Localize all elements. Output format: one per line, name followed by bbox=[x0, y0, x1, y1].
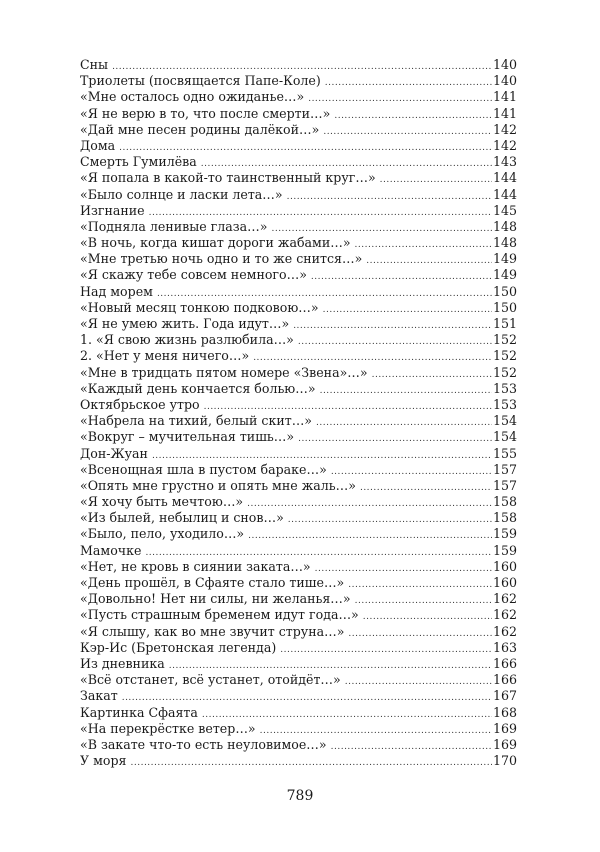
toc-entry-page: 141 bbox=[492, 89, 517, 105]
toc-entry-page: 150 bbox=[492, 299, 517, 315]
toc-entry bbox=[80, 462, 517, 478]
toc-entry-page: 153 bbox=[492, 380, 517, 396]
toc-leader-dots bbox=[355, 237, 492, 253]
toc-entry-title: «Из былей, небылиц и снов…» bbox=[80, 510, 284, 526]
toc-entry bbox=[80, 154, 517, 170]
toc-entry-title: У моря bbox=[80, 753, 127, 769]
toc-entry-page: 169 bbox=[492, 720, 517, 736]
toc-entry bbox=[80, 235, 517, 251]
toc-entry-page: 152 bbox=[492, 332, 517, 348]
toc-entry-page: 159 bbox=[492, 542, 517, 558]
toc-entry-page: 150 bbox=[492, 283, 517, 299]
toc-entry-title: Из дневника bbox=[80, 655, 165, 671]
toc-entry-title: «Я не умею жить. Года идут…» bbox=[80, 316, 290, 331]
toc-entry-page: 163 bbox=[492, 639, 517, 655]
toc-entry-page: 149 bbox=[492, 251, 517, 267]
toc-entry-title: «Каждый день кончается болью…» bbox=[80, 380, 316, 396]
toc-entry-page: 151 bbox=[492, 316, 517, 331]
toc-entry bbox=[80, 219, 517, 235]
toc-leader-dots bbox=[323, 124, 492, 140]
toc-entry-title: «Довольно! Нет ни силы, ни желанья…» bbox=[80, 591, 351, 607]
toc-leader-dots bbox=[380, 172, 492, 188]
toc-leader-dots bbox=[298, 334, 492, 350]
toc-entry-page: 140 bbox=[492, 73, 517, 89]
toc-entry-title: Смерть Гумилёва bbox=[80, 154, 197, 170]
toc-entry bbox=[80, 753, 517, 769]
toc-entry-title: 1. «Я свою жизнь разлюбила…» bbox=[80, 332, 294, 348]
toc-entry-title: «Я хочу быть мечтою…» bbox=[80, 494, 244, 510]
toc-leader-dots bbox=[366, 253, 492, 269]
toc-entry-title: Октябрьское утро bbox=[80, 396, 200, 412]
toc-entry bbox=[80, 284, 517, 300]
toc-entry-title: «Было солнце и ласки лета…» bbox=[80, 186, 283, 202]
toc-leader-dots bbox=[287, 189, 492, 205]
toc-entry-title: «Мне третью ночь одно и то же снится…» bbox=[80, 251, 363, 267]
toc-entry-page: 149 bbox=[492, 267, 517, 283]
toc-entry-page: 169 bbox=[492, 736, 517, 752]
toc-entry bbox=[80, 494, 517, 510]
toc-entry bbox=[80, 170, 517, 186]
toc-entry-title: Изгнание bbox=[80, 202, 145, 218]
toc-entry bbox=[80, 478, 517, 494]
toc-entry bbox=[80, 526, 517, 542]
toc-entry-page: 143 bbox=[492, 154, 517, 170]
toc-entry-title: «Я слышу, как во мне звучит струна…» bbox=[80, 623, 345, 639]
toc-entry-page: 162 bbox=[492, 623, 517, 639]
toc-entry bbox=[80, 640, 517, 656]
toc-entry bbox=[80, 122, 517, 138]
toc-entry-page: 167 bbox=[492, 688, 517, 704]
toc-leader-dots bbox=[355, 593, 492, 609]
toc-entry-page: 159 bbox=[492, 526, 517, 542]
table-of-contents bbox=[80, 57, 517, 769]
toc-entry-title: «Всё отстанет, всё устанет, отойдёт…» bbox=[80, 672, 341, 688]
toc-entry bbox=[80, 316, 517, 332]
toc-leader-dots bbox=[345, 674, 492, 690]
toc-entry-page: 160 bbox=[492, 575, 517, 590]
toc-entry bbox=[80, 737, 517, 753]
toc-entry-page: 144 bbox=[492, 186, 517, 202]
toc-entry-page: 142 bbox=[492, 137, 517, 153]
toc-entry-page: 152 bbox=[492, 348, 517, 364]
toc-entry-title: Закат bbox=[80, 688, 118, 704]
toc-entry-page: 152 bbox=[492, 364, 517, 380]
toc-entry bbox=[80, 705, 517, 721]
toc-leader-dots bbox=[293, 318, 492, 334]
toc-leader-dots bbox=[131, 755, 492, 771]
toc-entry-title: «Новый месяц тонкою подковою…» bbox=[80, 299, 319, 315]
toc-entry-page: 154 bbox=[492, 429, 517, 445]
toc-entry-page: 158 bbox=[492, 510, 517, 526]
toc-entry-page: 166 bbox=[492, 672, 517, 688]
toc-entry-title: «Я не верю в то, что после смерти…» bbox=[80, 105, 331, 121]
toc-entry bbox=[80, 413, 517, 429]
toc-entry-title: «Мне осталось одно ожиданье…» bbox=[80, 89, 305, 105]
toc-leader-dots bbox=[363, 609, 492, 625]
toc-entry bbox=[80, 300, 517, 316]
toc-leader-dots bbox=[360, 480, 492, 496]
toc-entry bbox=[80, 138, 517, 154]
toc-entry-title: Картинка Сфаята bbox=[80, 704, 198, 720]
toc-entry-title: Триолеты (посвящается Папе-Коле) bbox=[80, 73, 321, 89]
toc-entry bbox=[80, 106, 517, 122]
toc-entry-title: Над морем bbox=[80, 283, 153, 299]
toc-entry bbox=[80, 348, 517, 364]
toc-leader-dots bbox=[334, 108, 492, 124]
toc-entry-page: 162 bbox=[492, 591, 517, 607]
toc-entry-title: «Вокруг – мучительная тишь…» bbox=[80, 429, 295, 445]
toc-entry bbox=[80, 203, 517, 219]
toc-entry bbox=[80, 429, 517, 445]
toc-leader-dots bbox=[311, 269, 492, 285]
toc-entry-page: 140 bbox=[492, 57, 517, 72]
toc-entry-title: «Пусть страшным бременем идут года…» bbox=[80, 607, 359, 623]
toc-entry-title: Сны bbox=[80, 57, 109, 72]
toc-leader-dots bbox=[348, 577, 492, 593]
toc-entry-page: 145 bbox=[492, 202, 517, 218]
toc-entry-page: 160 bbox=[492, 558, 517, 574]
toc-entry-title: «В закате что-то есть неуловимое…» bbox=[80, 736, 327, 752]
toc-leader-dots bbox=[323, 302, 492, 318]
toc-entry-page: 158 bbox=[492, 494, 517, 510]
toc-entry-title: «Мне в тридцать пятом номере «Звена»…» bbox=[80, 364, 368, 380]
toc-leader-dots bbox=[348, 626, 492, 642]
toc-entry-title: Мамочке bbox=[80, 542, 142, 558]
toc-entry bbox=[80, 559, 517, 575]
toc-entry-title: Дома bbox=[80, 137, 116, 153]
toc-entry-page: 148 bbox=[492, 235, 517, 251]
toc-entry-page: 148 bbox=[492, 218, 517, 234]
toc-entry-title: «Я скажу тебе совсем немного…» bbox=[80, 267, 307, 283]
toc-entry-title: «День прошёл, в Сфаяте стало тише…» bbox=[80, 575, 345, 590]
toc-entry bbox=[80, 332, 517, 348]
toc-entry-title: «В ночь, когда кишат дороги жабами…» bbox=[80, 235, 351, 251]
toc-leader-dots bbox=[325, 75, 492, 91]
toc-entry bbox=[80, 267, 517, 283]
toc-entry bbox=[80, 73, 517, 89]
toc-entry bbox=[80, 688, 517, 704]
toc-entry-page: 157 bbox=[492, 477, 517, 493]
toc-entry-title: «Нет, не кровь в сиянии заката…» bbox=[80, 558, 311, 574]
toc-entry bbox=[80, 575, 517, 591]
toc-entry-page: 144 bbox=[492, 170, 517, 186]
toc-leader-dots bbox=[280, 642, 492, 658]
toc-entry bbox=[80, 57, 517, 73]
toc-entry-title: «На перекрёстке ветер…» bbox=[80, 720, 256, 736]
toc-entry bbox=[80, 89, 517, 105]
toc-entry bbox=[80, 591, 517, 607]
toc-entry bbox=[80, 446, 517, 462]
toc-entry bbox=[80, 656, 517, 672]
toc-entry bbox=[80, 365, 517, 381]
toc-leader-dots bbox=[316, 415, 492, 431]
toc-entry-title: Кэр-Ис (Бретонская легенда) bbox=[80, 639, 277, 655]
toc-entry-page: 166 bbox=[492, 655, 517, 671]
toc-entry-title: «Набрела на тихий, белый скит…» bbox=[80, 413, 313, 429]
toc-entry-title: «Я попала в какой-то таинственный круг…» bbox=[80, 170, 376, 186]
toc-entry-page: 170 bbox=[492, 753, 517, 769]
toc-entry-title: 2. «Нет у меня ничего…» bbox=[80, 348, 250, 364]
toc-entry bbox=[80, 721, 517, 737]
toc-entry-page: 168 bbox=[492, 704, 517, 720]
page-number: 789 bbox=[286, 788, 314, 804]
toc-entry-page: 157 bbox=[492, 461, 517, 477]
toc-entry-page: 154 bbox=[492, 413, 517, 429]
toc-entry-title: Дон-Жуан bbox=[80, 445, 148, 461]
toc-entry-page: 141 bbox=[492, 105, 517, 121]
toc-entry bbox=[80, 510, 517, 526]
toc-leader-dots bbox=[372, 367, 492, 383]
toc-entry bbox=[80, 624, 517, 640]
toc-entry-title: «Было, пело, уходило…» bbox=[80, 526, 245, 542]
toc-entry-title: «Всенощная шла в пустом бараке…» bbox=[80, 461, 327, 477]
toc-entry bbox=[80, 543, 517, 559]
toc-entry bbox=[80, 672, 517, 688]
toc-leader-dots bbox=[248, 528, 492, 544]
toc-leader-dots bbox=[320, 383, 492, 399]
toc-entry-title: «Подняла ленивые глаза…» bbox=[80, 218, 268, 234]
toc-entry-page: 153 bbox=[492, 396, 517, 412]
toc-leader-dots bbox=[288, 512, 492, 528]
toc-entry bbox=[80, 607, 517, 623]
toc-entry-page: 142 bbox=[492, 121, 517, 137]
toc-leader-dots bbox=[331, 739, 492, 755]
toc-entry bbox=[80, 397, 517, 413]
toc-entry bbox=[80, 187, 517, 203]
toc-entry bbox=[80, 251, 517, 267]
toc-entry bbox=[80, 381, 517, 397]
toc-entry-page: 162 bbox=[492, 607, 517, 623]
toc-entry-title: «Опять мне грустно и опять мне жаль…» bbox=[80, 477, 356, 493]
toc-leader-dots bbox=[298, 431, 492, 447]
toc-leader-dots bbox=[308, 91, 492, 107]
toc-entry-title: «Дай мне песен родины далёкой…» bbox=[80, 121, 320, 137]
toc-entry-page: 155 bbox=[492, 445, 517, 461]
